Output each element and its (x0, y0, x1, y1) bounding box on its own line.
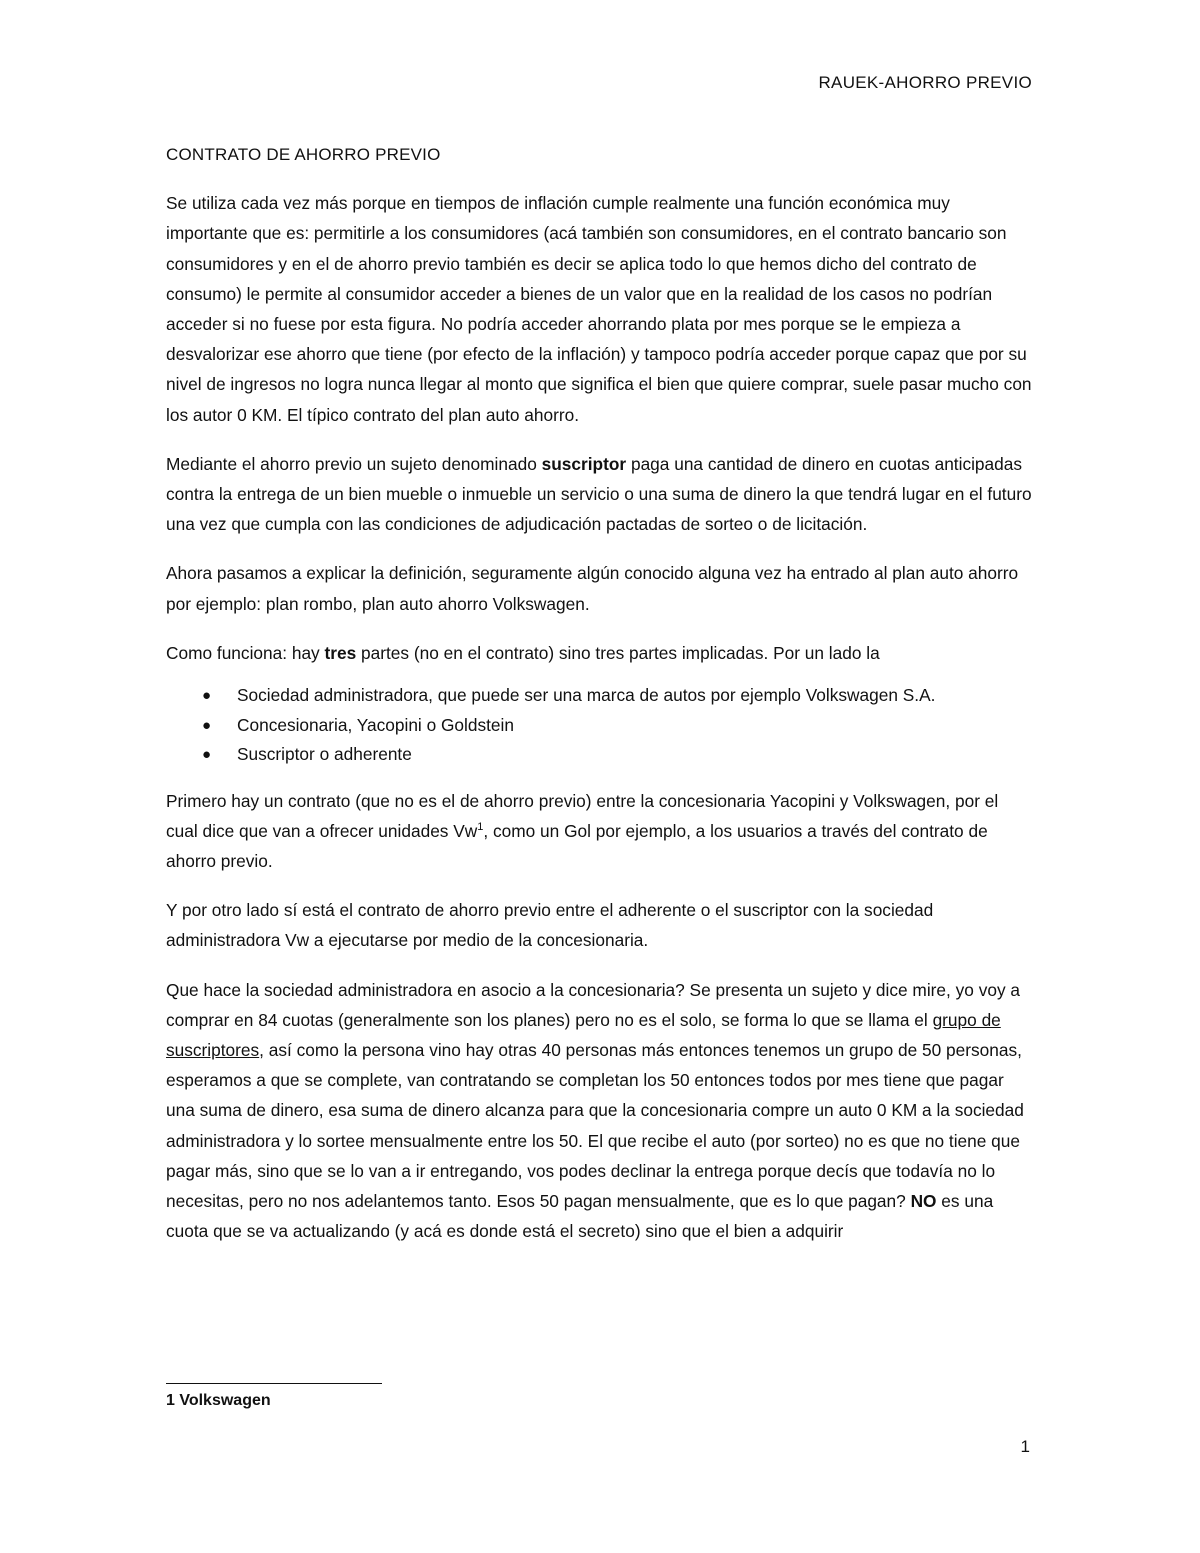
footnote-reference: 1 (477, 820, 484, 833)
list-item (166, 681, 1034, 711)
text-segment: partes (no en el contrato) sino tres partes implicadas. Por un lado la (356, 642, 880, 663)
list-item (166, 740, 1034, 770)
paragraph-intro: Se utiliza cada vez más porque en tiempos de inflación cumple realmente una función económica muy importante que es: permitirle a los consumidores (acá también son consumidores, en el contrato bancario son consumidores y en el de ahorro previo también es decir se aplica todo lo que hemos dicho del contrato de consumo) le permite al consumidor acceder a bienes de un valor que en la realidad de los casos no podrían acceder si no fuese por esta figura. No podría acceder ahorrando plata por mes porque se le empieza a desvalorizar ese ahorro que tiene (por efecto de la inflación) y tampoco podría acceder porque capaz que por su nivel de ingresos no logra nunca llegar al monto que significa el bien que quiere comprar, suele pasar mucho con los autor 0 KM. El típico contrato del plan auto ahorro. (166, 193, 1032, 425)
text-segment: Que hace la sociedad administradora en asocio a la concesionaria? Se presenta un sujeto y dice mire, yo voy a comprar en 84 cuotas (generalmente son los planes) pero no es el solo, se forma lo que se llama el (166, 979, 1020, 1030)
text-segment: paga una cantidad de dinero en cuotas anticipadas contra la entrega de un bien mueble o inmueble un servicio o una suma de dinero la que tendrá lugar en el futuro una vez que cumpla con las condiciones de adjudicación pactadas de sorteo o de licitación. (166, 453, 1032, 535)
paragraph-how-it-works (166, 638, 1034, 668)
text-segment: , así como la persona vino hay otras 40 personas más entonces tenemos un grupo de 50 personas, esperamos a que se complete, van contratando se completan los 50 entonces todos por mes tiene que pagar una suma de dinero, esa suma de dinero alcanza para que la concesionaria compre un auto 0 KM a la sociedad administradora y lo sortee mensualmente entre los 50. El que recibe el auto (por sorteo) no es que no tiene que pagar más, sino que se lo van a ir entregando, vos podes declinar la entrega porque decís que todavía no lo necesitas, pero no nos adelantemos tanto. Esos 50 pagan mensualmente, que es lo que pagan? (166, 1039, 1024, 1211)
bold-term-no: NO (910, 1190, 937, 1211)
list-item-text: Concesionaria, Yacopini o Goldstein (237, 714, 514, 735)
paragraph-definition (166, 449, 1034, 540)
page-number: 1 (1020, 1437, 1030, 1456)
list-item-text: Sociedad administradora, que puede ser una marca de autos por ejemplo Volkswagen S.A. (237, 685, 936, 706)
list-item (166, 711, 1034, 741)
bullet-icon: ● (202, 716, 212, 734)
footnote-separator (166, 1383, 382, 1384)
text-segment: es una cuota que se va actualizando (y acá es donde está el secreto) sino que el bien a adquirir (166, 1190, 994, 1242)
text-segment: Como funciona: hay (166, 642, 325, 663)
text-segment: Mediante el ahorro previo un sujeto denominado (166, 453, 542, 474)
paragraph-second-contract: Y por otro lado sí está el contrato de ahorro previo entre el adherente o el suscriptor con la sociedad administradora Vw a ejecutarse por medio de la concesionaria. (166, 900, 934, 951)
document-body (166, 140, 1034, 1265)
page-header: RAUEK-AHORRO PREVIO (818, 73, 1032, 92)
footnote: 1 Volkswagen (166, 1392, 271, 1409)
bullet-icon: ● (202, 687, 212, 705)
paragraph-explanation: Ahora pasamos a explicar la definición, seguramente algún conocido alguna vez ha entrado al plan auto ahorro por ejemplo: plan rombo, plan auto ahorro Volkswagen. (166, 563, 1019, 614)
paragraph-first-contract (166, 786, 1034, 877)
text-segment: , como un Gol por ejemplo, a los usuarios a través del contrato de ahorro previo. (166, 820, 988, 871)
bold-term-tres: tres (324, 642, 357, 663)
bold-term-suscriptor: suscriptor (541, 453, 627, 474)
text-segment: Primero hay un contrato (que no es el de ahorro previo) entre la concesionaria Yacopini y Volkswagen, por el cual dice que van a ofrecer unidades Vw (166, 790, 999, 841)
bullet-icon: ● (202, 746, 212, 764)
parties-list (166, 681, 1034, 770)
paragraph-administrator-role (166, 975, 1034, 1247)
underlined-term: grupo de suscriptores (166, 1009, 1001, 1060)
list-item-text: Suscriptor o adherente (237, 744, 412, 765)
document-title: CONTRATO DE AHORRO PREVIO (166, 145, 441, 164)
